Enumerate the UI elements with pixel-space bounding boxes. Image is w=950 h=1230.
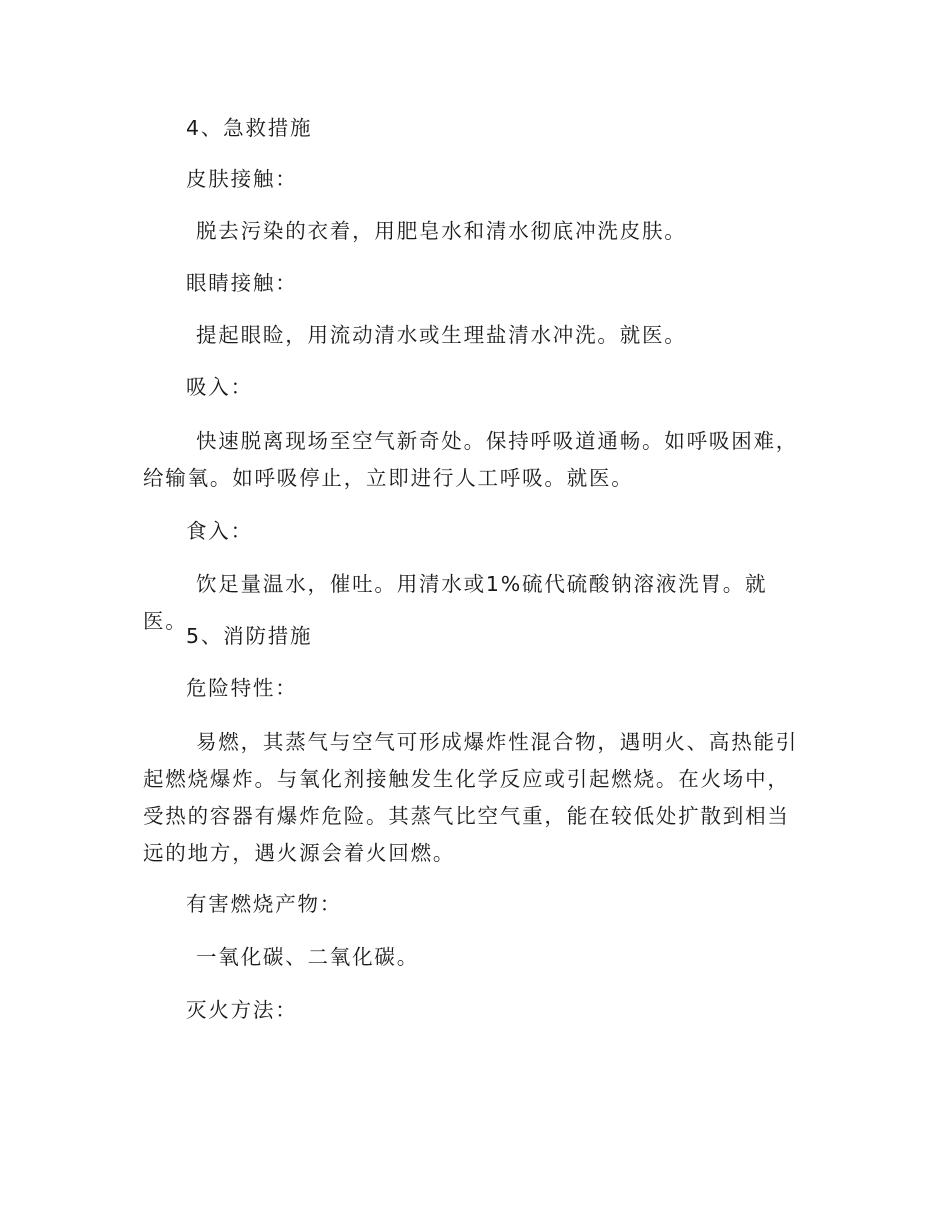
eye-contact-label: 眼睛接触：: [186, 271, 298, 295]
extinguishing-method-label: 灭火方法：: [186, 998, 298, 1022]
hazard-label: 危险特性：: [186, 676, 298, 700]
eye-contact-text: 提起眼睑，用流动清水或生理盐清水冲洗。就医。: [196, 323, 687, 347]
inhalation-label: 吸入：: [186, 375, 253, 399]
combustion-products-label: 有害燃烧产物：: [186, 892, 343, 916]
combustion-products-text: 一氧化碳、二氧化碳。: [196, 945, 419, 969]
skin-contact-text: 脱去污染的衣着，用肥皂水和清水彻底冲洗皮肤。: [196, 219, 687, 243]
ingestion-label: 食入：: [186, 519, 253, 543]
section-4-heading: 4、急救措施: [186, 116, 313, 140]
section-5-heading: 5、消防措施: [186, 624, 313, 648]
inhalation-text: 快速脱离现场至空气新奇处。保持呼吸道通畅。如呼吸困难，给输氧。如呼吸停止，立即进行人工呼吸。就医。: [143, 429, 799, 490]
ingestion-text: 饮足量温水，催吐。用清水或1%硫代硫酸钠溶液洗胃。就医。: [143, 572, 768, 633]
hazard-text: 易燃，其蒸气与空气可形成爆炸性混合物，遇明火、高热能引起燃烧爆炸。与氧化剂接触发生化学反应或引起燃烧。在火场中，受热的容器有爆炸危险。其蒸气比空气重，能在较低处扩散到相当远的地方，遇火源会着火回燃。: [143, 730, 799, 865]
skin-contact-label: 皮肤接触：: [186, 167, 298, 191]
